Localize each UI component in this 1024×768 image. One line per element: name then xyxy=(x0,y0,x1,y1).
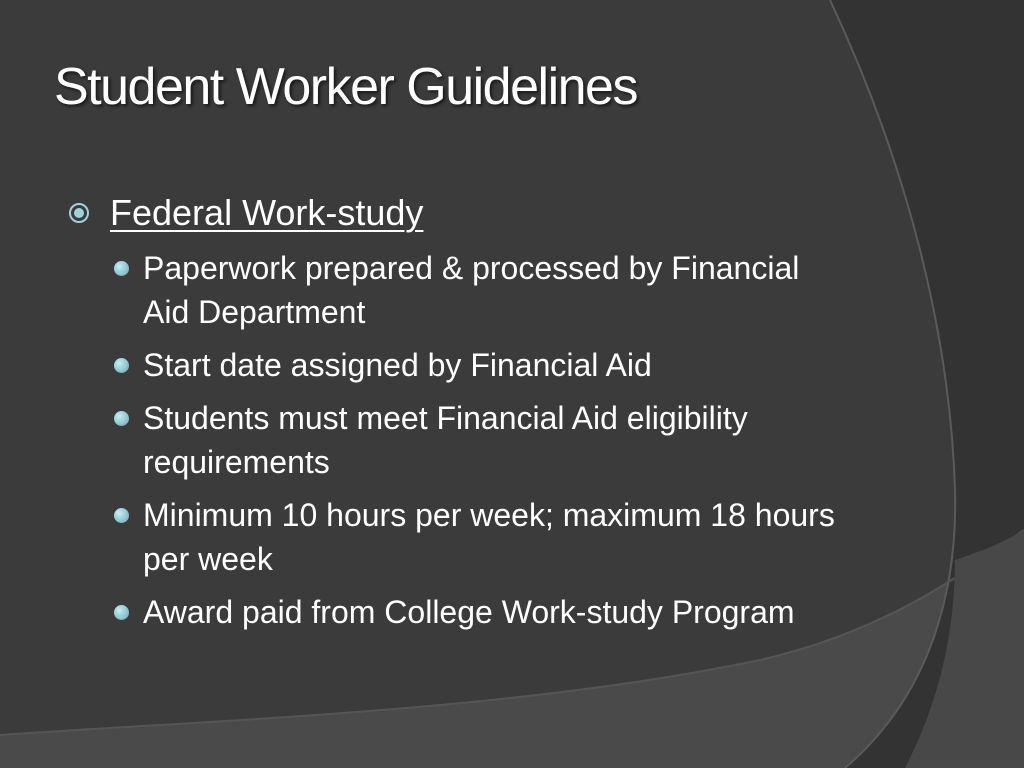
bullet-dot-icon xyxy=(114,358,129,373)
section-heading-row xyxy=(68,190,868,238)
list-item xyxy=(68,246,843,334)
bullet-dot-icon xyxy=(114,605,129,620)
slide-title: Student Worker Guidelines xyxy=(54,58,637,116)
bullet-dot-icon xyxy=(114,411,129,426)
slide-content xyxy=(68,190,868,643)
bullet-dot-icon xyxy=(114,508,129,523)
list-item xyxy=(68,396,843,484)
list-item xyxy=(68,590,843,634)
bullet-list xyxy=(68,246,868,634)
list-item-text: Students must meet Financial Aid eligibility requirements xyxy=(143,400,748,480)
section-heading: Federal Work-study xyxy=(110,192,424,233)
list-item-text: Start date assigned by Financial Aid xyxy=(143,347,652,383)
list-item-text: Minimum 10 hours per week; maximum 18 hours per week xyxy=(143,497,835,577)
bullet-dot-icon xyxy=(114,261,129,276)
list-item-text: Award paid from College Work-study Program xyxy=(143,594,795,630)
list-item xyxy=(68,343,843,387)
target-bullet-icon xyxy=(68,202,90,224)
list-item xyxy=(68,493,843,581)
list-item-text: Paperwork prepared & processed by Financial Aid Department xyxy=(143,250,800,330)
